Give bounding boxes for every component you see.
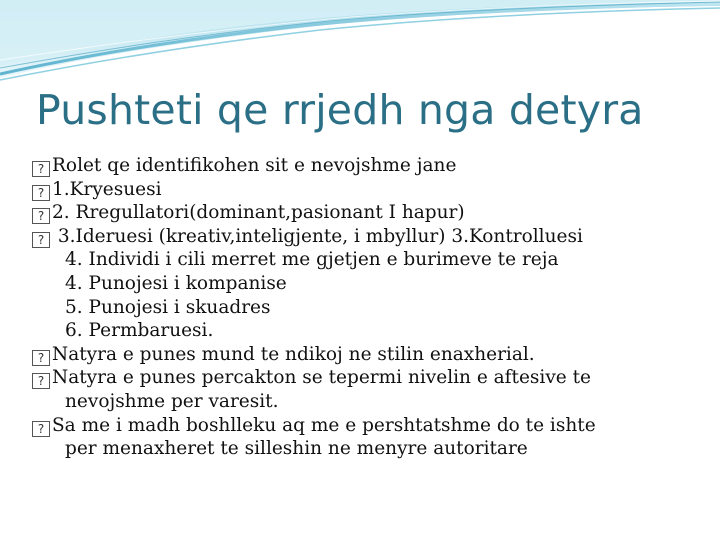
bullet-text: 2. Rregullatori(dominant,pasionant I hapur) [52,202,465,224]
bullet-item [32,343,692,367]
missing-glyph-bullet-icon: ? [32,161,50,177]
bullet-text: 1.Kryesuesi [52,178,162,200]
bullet-continuation-text: 5. Punojesi i skuadres [65,296,271,318]
missing-glyph-bullet-icon: ? [32,350,50,366]
bullet-text: Natyra e punes mund te ndikoj ne stilin enaxherial. [52,343,535,365]
bullet-text: Natyra e punes percakton se tepermi nivelin e aftesive te [52,367,591,389]
bullet-list [32,154,692,461]
bullet-item [32,178,692,202]
bullet-item [32,366,692,390]
missing-glyph-bullet-icon: ? [32,185,50,201]
bullet-item [32,414,692,438]
bullet-text: Sa me i madh boshlleku aq me e pershtatshme do te ishte [52,414,596,436]
bullet-continuation-text: 4. Punojesi i kompanise [65,272,287,294]
bullet-item [32,201,692,225]
header-wave-decoration [0,0,720,90]
bullet-continuation-text: per menaxheret te silleshin ne menyre autoritare [65,438,528,460]
bullet-text: 3.Ideruesi (kreativ,inteligjente, i mbyllur) 3.Kontrolluesi [52,225,583,247]
missing-glyph-bullet-icon: ? [32,208,50,224]
bullet-continuation-text: 6. Permbaruesi. [65,320,214,342]
missing-glyph-bullet-icon: ? [32,421,50,437]
bullet-continuation-text: nevojshme per varesit. [65,390,279,412]
bullet-continuation-text: 4. Individi i cili merret me gjetjen e burimeve te reja [65,249,559,271]
bullet-text: Rolet qe identifikohen sit e nevojshme jane [52,155,457,176]
slide-title: Pushteti qe rrjedh nga detyra [36,86,644,134]
bullet-item [32,154,692,178]
missing-glyph-bullet-icon: ? [32,232,50,248]
missing-glyph-bullet-icon: ? [32,373,50,389]
bullet-item [32,225,692,249]
